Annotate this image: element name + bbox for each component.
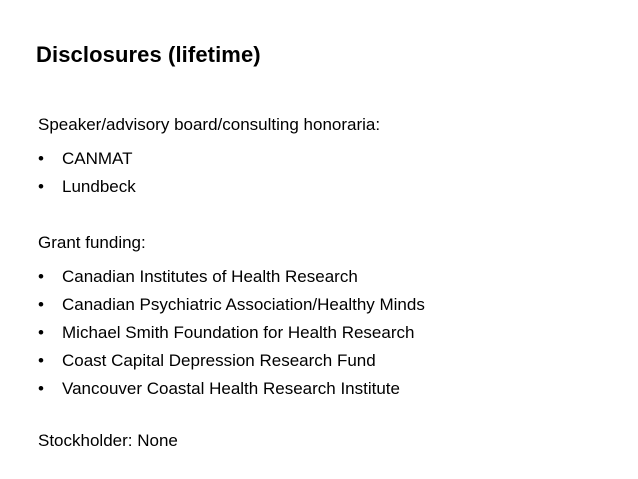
slide-title: Disclosures (lifetime) [36,42,261,67]
bullet-icon: • [38,295,44,314]
bullet-icon: • [38,351,44,370]
bullet-icon: • [38,379,44,398]
bullet-icon: • [38,177,44,196]
bullet-icon: • [38,267,44,286]
section-heading: Stockholder: None [38,431,178,450]
section-heading: Grant funding: [38,233,146,252]
list-item [38,173,380,201]
list-item-text: Coast Capital Depression Research Fund [62,351,376,370]
list-item-text: Canadian Psychiatric Association/Healthy Minds [62,295,425,314]
list-item [38,375,425,403]
bullet-icon: • [38,149,44,168]
list-item-text: CANMAT [62,149,133,168]
list-item [38,145,380,173]
list-item-text: Canadian Institutes of Health Research [62,267,358,286]
section-stockholder [38,427,178,455]
section-honoraria [38,111,380,201]
list-item-text: Lundbeck [62,177,136,196]
section-heading: Speaker/advisory board/consulting honoraria: [38,115,381,134]
list-item [38,263,425,291]
list-item-text: Vancouver Coastal Health Research Institute [62,379,400,398]
bullet-list [38,263,425,403]
list-item [38,319,425,347]
list-item [38,291,425,319]
bullet-icon: • [38,323,44,342]
section-grant-funding [38,229,425,403]
list-item-text: Michael Smith Foundation for Health Research [62,323,415,342]
bullet-list [38,145,380,201]
list-item [38,347,425,375]
